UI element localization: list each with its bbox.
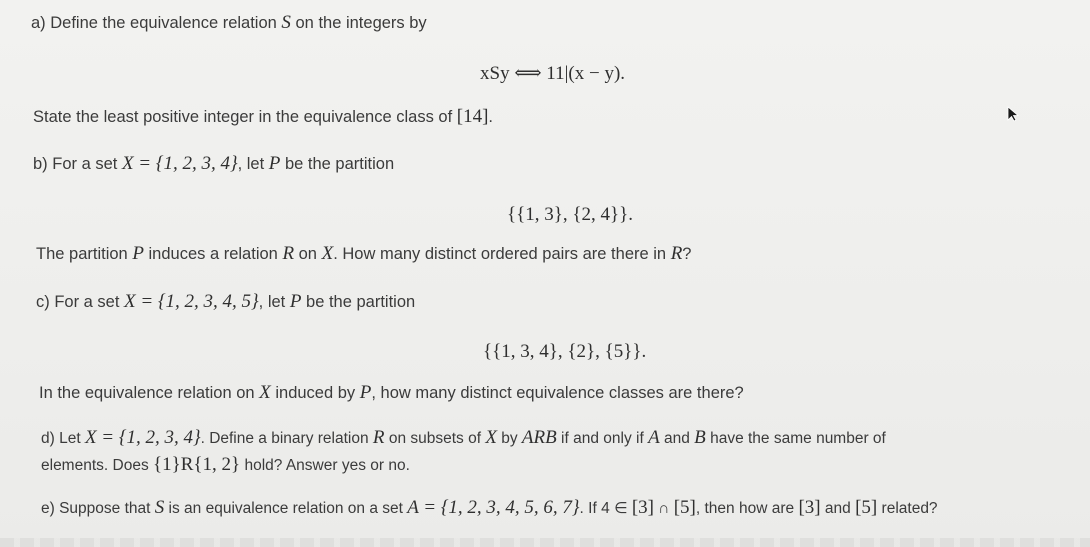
var-s: S: [281, 12, 291, 33]
part-a-display-equation: xSy ⟺ 11|(x − y).: [480, 63, 626, 84]
set-a-definition: A = {1, 2, 3, 4, 5, 6, 7}: [407, 497, 580, 518]
set-x-definition: X = {1, 2, 3, 4}: [121, 153, 238, 174]
set-x-definition: X = {1, 2, 3, 4, 5}: [124, 291, 259, 312]
var-p: P: [289, 291, 302, 312]
bottom-edge-strip: [0, 538, 1090, 547]
equivalence-class-14: [14]: [456, 106, 489, 127]
var-p: P: [268, 153, 281, 174]
part-c-intro: c) For a set X = {1, 2, 3, 4, 5}, let P be the partition: [36, 291, 416, 312]
part-a-question: State the least positive integer in the equivalence class of [14].: [33, 106, 494, 127]
part-c-question: In the equivalence relation on X induced by P, how many distinct equivalence classes are there?: [39, 382, 744, 403]
part-d-line-1: d) Let X = {1, 2, 3, 4}. Define a binary relation R on subsets of X by ARB if and only if A and B have the same number of: [41, 427, 886, 448]
relation-expression: {1}R{1, 2}: [153, 454, 241, 475]
part-b-question: The partition P induces a relation R on X. How many distinct ordered pairs are there in R?: [36, 243, 692, 264]
part-b-intro: b) For a set X = {1, 2, 3, 4}, let P be the partition: [33, 153, 395, 174]
part-b-partition-display: {{1, 3}, {2, 4}}.: [507, 204, 633, 225]
part-c-partition-display: {{1, 3, 4}, {2}, {5}}.: [483, 341, 647, 362]
mouse-pointer-icon: [1006, 106, 1020, 122]
part-a-intro: a) Define the equivalence relation S on the integers by: [31, 12, 427, 33]
part-e-question: e) Suppose that S is an equivalence relation on a set A = {1, 2, 3, 4, 5, 6, 7}. If 4 ∈ [3] ∩ [5], then how are [3] and [5] related?: [41, 497, 938, 518]
part-d-line-2: elements. Does {1}R{1, 2} hold? Answer yes or no.: [41, 454, 410, 475]
set-x-definition: X = {1, 2, 3, 4}: [84, 427, 201, 448]
